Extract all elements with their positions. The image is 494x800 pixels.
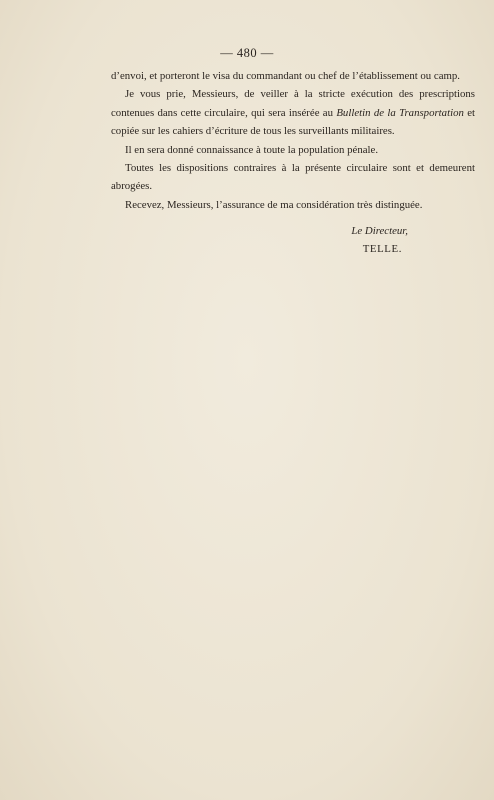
- signature-block: [0, 222, 408, 258]
- paragraph-3: Il en sera donné connaissance à toute la population pénale.: [125, 143, 379, 156]
- signature-name: TELLE.: [362, 243, 402, 255]
- paragraph-4: Toutes les dispositions contraires à la présente circulaire sont et demeurent abrogées.: [111, 162, 475, 193]
- paragraph-2-text-b: et copiée sur les cahiers d’écriture de tous les surveillants militaires.: [111, 106, 475, 138]
- bulletin-title: Bulletin de la Transportation: [336, 106, 464, 119]
- paragraph-5: Recevez, Messieurs, l’assurance de ma considération très distinguée.: [125, 198, 423, 211]
- body-text: [111, 67, 475, 214]
- paragraph-2: [111, 85, 475, 140]
- page-number: — 480 —: [220, 46, 274, 60]
- paragraph-2-text-a: Je vous prie, Messieurs, de veiller à la stricte exécution des prescriptions contenues dans cette circulaire, qui sera insérée au: [111, 88, 475, 119]
- signature-title: Le Directeur,: [351, 225, 408, 237]
- paragraph-1: d’envoi, et porteront le visa du commandant ou chef de l’établissement ou camp.: [111, 70, 460, 82]
